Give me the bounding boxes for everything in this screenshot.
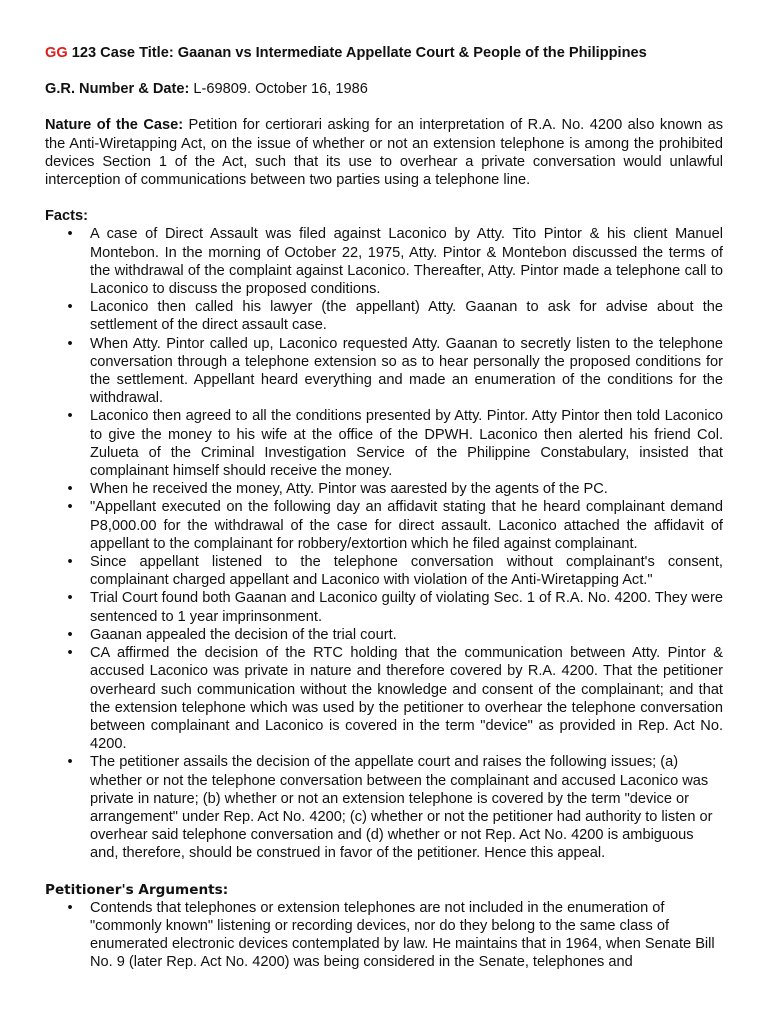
list-item [45,407,723,480]
fact-text: Laconico then called his lawyer (the appellant) Atty. Gaanan to ask for advise about the settlement of the direct assault case. [90,299,723,334]
fact-text: The petitioner assails the decision of the appellate court and raises the following issues; (a) whether or not the telephone conversation between the complainant and accused Laconico was private in nature; (b) whether or not an extension telephone is covered by the term "device or arrangement" under Rep. Act No. 4200; (c) whether or not the petitioner had authority to listen or overhear said telephone conversation and (d) whether or not Rep. Act No. 4200 is ambiguous and, therefore, should be construed in favor of the petitioner. Hence this appeal. [90,754,713,862]
bullet-icon: • [67,335,73,352]
facts-heading: Facts: [45,208,88,225]
fact-text: Gaanan appealed the decision of the trial court. [90,626,397,643]
list-item [45,553,723,589]
fact-text: Trial Court found both Gaanan and Laconico guilty of violating Sec. 1 of R.A. No. 4200. They were sentenced to 1 year imprinsonment. [90,590,723,625]
gr-label: G.R. Number & Date: [45,81,190,98]
fact-text: When he received the money, Atty. Pintor was aarested by the agents of the PC. [90,481,608,498]
fact-text: "Appellant executed on the following day an affidavit stating that he heard complainant demand P8,000.00 for the withdrawal of the case for direct assault. Laconico attached the affidavit of appellant to the complainant for robbery/extortion which he filed against complainant. [90,499,723,552]
list-item [45,899,723,972]
list-item [45,298,723,334]
petitioner-arguments-list [45,899,723,972]
bullet-icon: • [67,754,73,771]
bullet-icon: • [67,299,73,316]
list-item [45,480,723,498]
fact-text: Laconico then agreed to all the conditions presented by Atty. Pintor. Atty Pintor then told Laconico to give the money to his wife at the office of the DPWH. Laconico then alerted his friend Col. Zulueta of the Criminal Investigation Service of the Philippine Constabulary, insisted that complainant himself should receive the money. [90,408,723,480]
fact-text: A case of Direct Assault was filed against Laconico by Atty. Tito Pintor & his client Manuel Montebon. In the morning of October 22, 1975, Atty. Pintor & Montebon discussed the terms of the withdrawal of the complaint against Laconico. Thereafter, Atty. Pintor made a telephone call to Laconico to discuss the proposed conditions. [90,226,723,298]
list-item [45,753,723,862]
fact-text: CA affirmed the decision of the RTC holding that the communication between Atty. Pintor & accused Laconico was private in nature and therefore covered by R.A. 4200. That the petitioner overheard such communication without the knowledge and consent of the complainant; and that the extension telephone which was used by the petitioner to overhear the telephone conversation between complainant and Laconico is covered in the term "device" as provided in Rep. Act No. 4200. [90,645,723,753]
bullet-icon: • [67,554,73,571]
list-item [45,498,723,553]
bullet-icon: • [67,481,73,498]
gr-number-line [45,80,723,98]
nature-label: Nature of the Case: [45,117,184,134]
bullet-icon: • [67,899,73,916]
bullet-icon: • [67,499,73,516]
petitioner-arguments-heading: Petitioner's Arguments: [45,881,229,898]
list-item [45,335,723,408]
list-item [45,589,723,625]
bullet-icon: • [67,408,73,425]
bullet-icon: • [67,626,73,643]
gr-value: L-69809. October 16, 1986 [189,81,368,98]
nature-paragraph [45,116,723,189]
argument-text: Contends that telephones or extension telephones are not included in the enumeration of "commonly known" listening or recording devices, nor do they belong to the same class of enumerated electronic devices contemplated by law. He maintains that in 1964, when Senate Bill No. 9 (later Rep. Act No. 4200) was being considered in the Senate, telephones and [90,899,715,971]
case-title [45,44,723,62]
bullet-icon: • [67,590,73,607]
gg-marker: GG [45,45,68,61]
nature-text: Petition for certiorari asking for an interpretation of R.A. No. 4200 also known as the Anti-Wiretapping Act, on the issue of whether or not an extension telephone is among the prohibited devices Section 1 of the Act, such that its use to overhear a private conversation would unlawful interception of communications between two parties using a telephone line. [45,117,723,189]
bullet-icon: • [67,226,73,243]
list-item [45,225,723,298]
fact-text: When Atty. Pintor called up, Laconico requested Atty. Gaanan to secretly listen to the telephone conversation through a telephone extension so as to hear personally the proposed conditions for the settlement. Appellant heard everything and made an enumeration of the conditions for the withdrawal. [90,335,723,407]
fact-text: Since appellant listened to the telephone conversation without complainant's consent, complainant charged appellant and Laconico with violation of the Anti-Wiretapping Act." [90,554,723,589]
case-title-text: 123 Case Title: Gaanan vs Intermediate Appellate Court & People of the Philippines [67,45,647,61]
document-page [45,44,723,972]
list-item [45,626,723,644]
bullet-icon: • [67,645,73,662]
list-item [45,644,723,753]
facts-list [45,225,723,862]
